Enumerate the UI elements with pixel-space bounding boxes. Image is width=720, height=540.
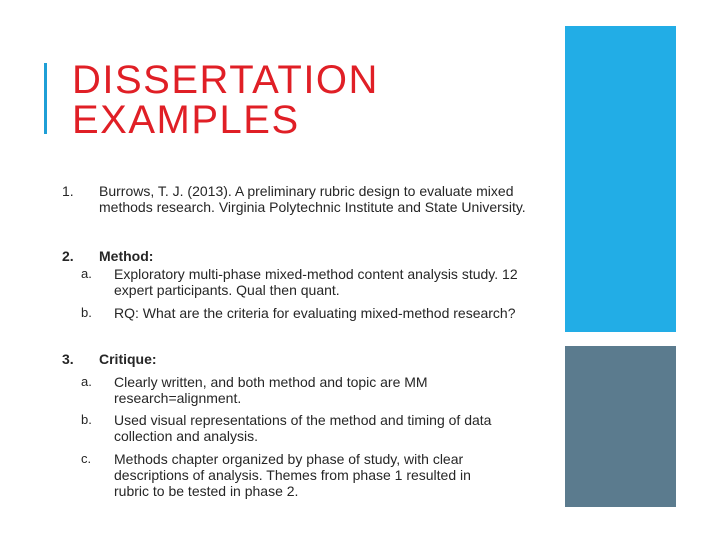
list-item-2b-letter: b.: [81, 305, 92, 320]
list-item-3b-letter: b.: [81, 412, 92, 427]
decorative-panel-bottom: [565, 346, 676, 507]
list-item-2b-text: RQ: What are the criteria for evaluating mixed-method research?: [114, 305, 516, 321]
list-item-1-text: Burrows, T. J. (2013). A preliminary rubric design to evaluate mixed methods research. Virginia Polytechnic Institute and State University.: [99, 183, 526, 215]
list-item-3c-text: Methods chapter organized by phase of study, with clear descriptions of analysis. Themes from phase 1 resulted in rubric to be tested in phase 2.: [114, 451, 471, 499]
decorative-panel-top: [565, 26, 676, 332]
list-item-2-heading: Method:: [99, 248, 154, 264]
list-item-3a-text: Clearly written, and both method and topic are MM research=alignment.: [114, 374, 428, 406]
list-item-1-number: 1.: [62, 183, 74, 199]
list-item-2a-letter: a.: [81, 266, 92, 281]
list-item-2a-text: Exploratory multi-phase mixed-method content analysis study. 12 expert participants. Qual then quant.: [114, 266, 518, 298]
list-item-3b-text: Used visual representations of the method and timing of data collection and analysis.: [114, 412, 492, 444]
list-item-3a-letter: a.: [81, 374, 92, 389]
list-item-2-number: 2.: [62, 248, 74, 264]
list-item-3c-letter: c.: [81, 451, 92, 466]
list-item-3-number: 3.: [62, 351, 74, 367]
list-item-3-heading: Critique:: [99, 351, 157, 367]
slide-title-line-1: DISSERTATION: [72, 58, 379, 102]
slide-title-line-2: EXAMPLES: [72, 98, 300, 142]
